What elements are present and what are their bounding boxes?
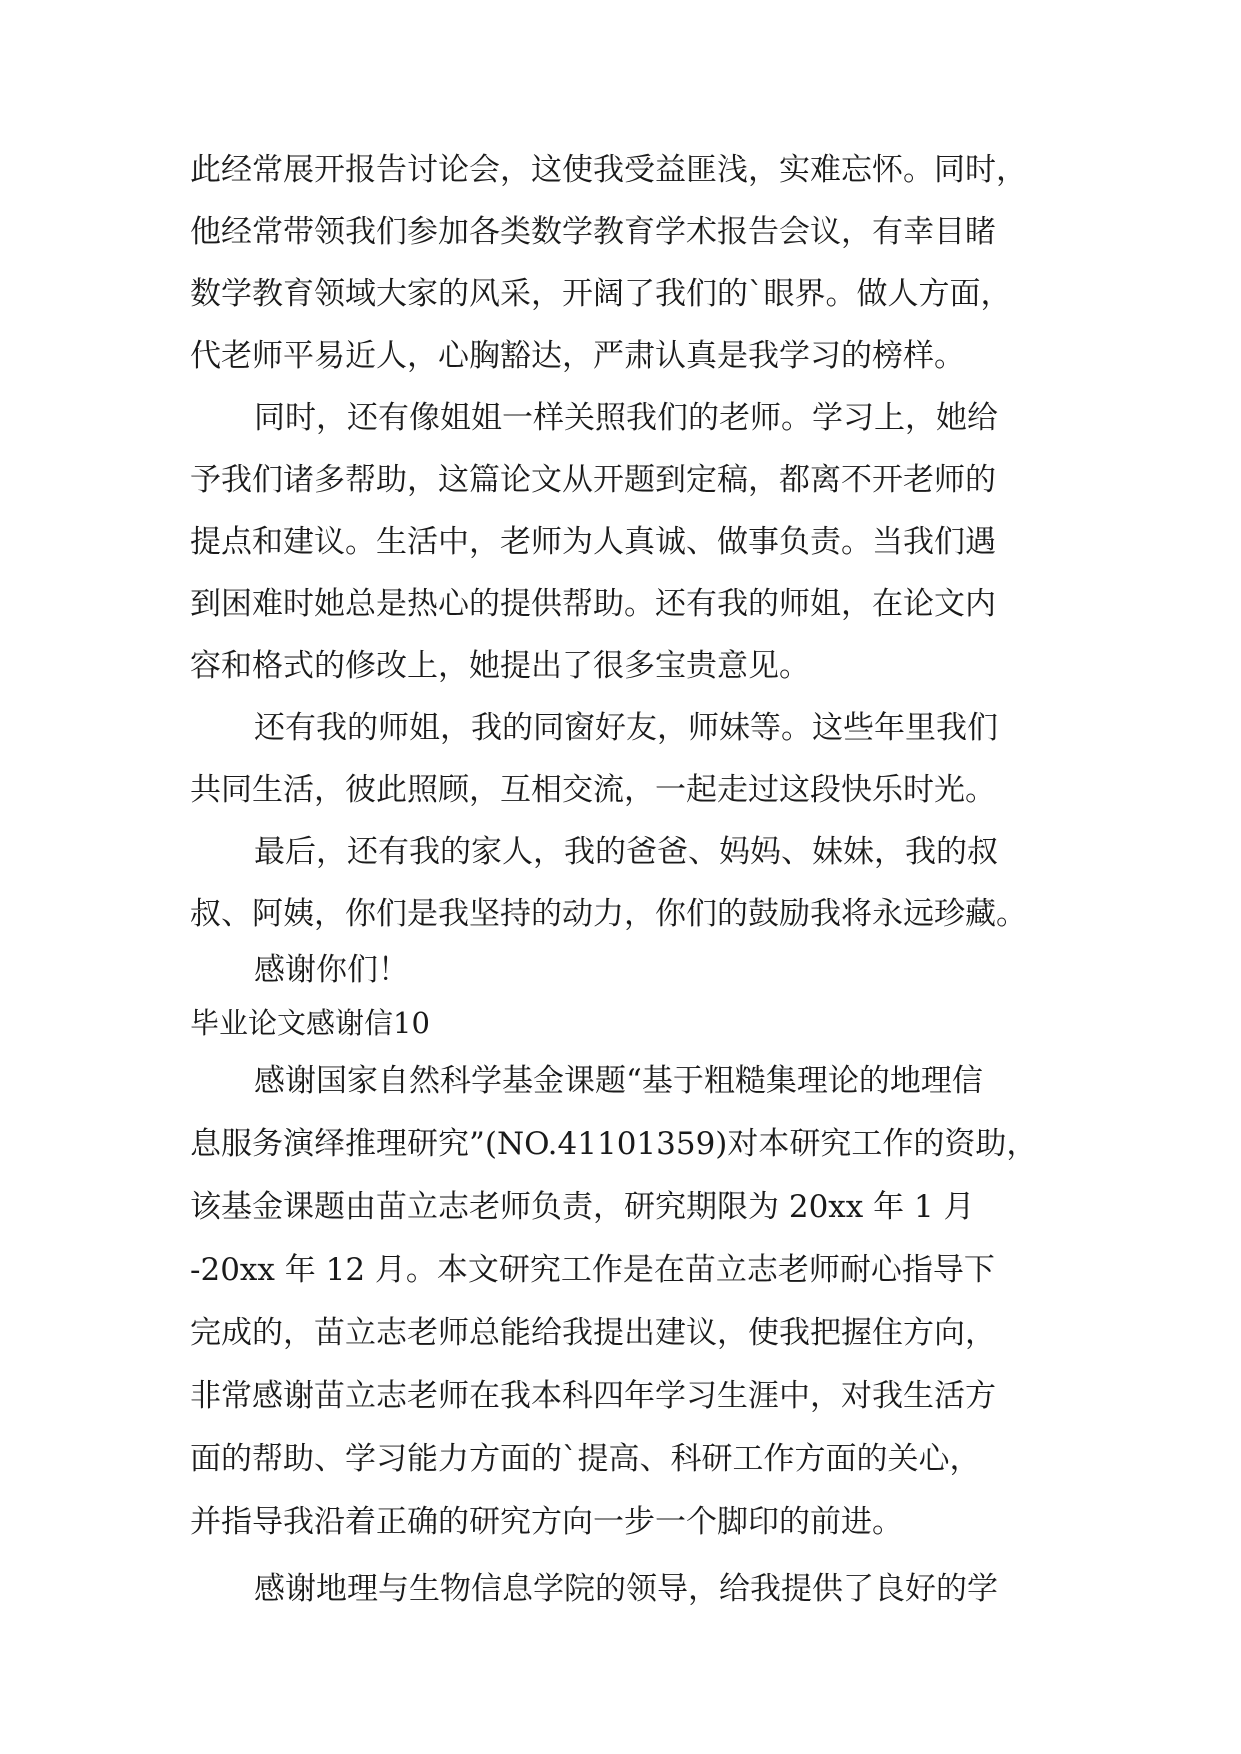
paragraph-line: 非常感谢苗立志老师在我本科四年学习生涯中，对我生活方 (190, 1378, 996, 1414)
paragraph-line: 并指导我沿着正确的研究方向一步一个脚印的前进。 (190, 1504, 903, 1540)
paragraph-line: 感谢地理与生物信息学院的领导，给我提供了良好的学 (254, 1571, 998, 1607)
paragraph-line: 此经常展开报告讨论会，这使我受益匪浅，实难忘怀。同时， (190, 152, 1027, 188)
paragraph-line: 完成的，苗立志老师总能给我提出建议，使我把握住方向， (190, 1315, 996, 1351)
section-heading: 毕业论文感谢信10 (190, 1006, 430, 1040)
paragraph-line: 容和格式的修改上，她提出了很多宝贵意见。 (190, 648, 810, 684)
closing-line: 感谢你们！ (254, 952, 409, 988)
paragraph-line: 予我们诸多帮助，这篇论文从开题到定稿，都离不开老师的 (190, 462, 996, 498)
paragraph-line: 该基金课题由苗立志老师负责，研究期限为 20xx 年 1 月 (190, 1189, 975, 1225)
paragraph-line: 提点和建议。生活中，老师为人真诚、做事负责。当我们遇 (190, 524, 996, 560)
paragraph-line: 数学教育领域大家的风采，开阔了我们的`眼界。做人方面， (190, 276, 1012, 312)
paragraph-line: 同时，还有像姐姐一样关照我们的老师。学习上，她给 (254, 400, 998, 436)
paragraph-line: 还有我的师姐，我的同窗好友，师妹等。这些年里我们 (254, 710, 998, 746)
paragraph-line: 最后，还有我的家人，我的爸爸、妈妈、妹妹，我的叔 (254, 834, 998, 870)
paragraph-line: -20xx 年 12 月。本文研究工作是在苗立志老师耐心指导下 (190, 1252, 995, 1288)
paragraph-line: 叔、阿姨，你们是我坚持的动力，你们的鼓励我将永远珍藏。 (190, 896, 1027, 932)
paragraph-line: 息服务演绎推理研究”(NO.41101359)对本研究工作的资助， (190, 1126, 1038, 1162)
paragraph-line: 他经常带领我们参加各类数学教育学术报告会议，有幸目睹 (190, 214, 996, 250)
paragraph-line: 感谢国家自然科学基金课题“基于粗糙集理论的地理信 (254, 1063, 983, 1099)
paragraph-line: 共同生活，彼此照顾，互相交流，一起走过这段快乐时光。 (190, 772, 996, 808)
paragraph-line: 到困难时她总是热心的提供帮助。还有我的师姐，在论文内 (190, 586, 996, 622)
paragraph-line: 代老师平易近人，心胸豁达，严肃认真是我学习的榜样。 (190, 338, 965, 374)
paragraph-line: 面的帮助、学习能力方面的`提高、科研工作方面的关心， (190, 1441, 981, 1477)
